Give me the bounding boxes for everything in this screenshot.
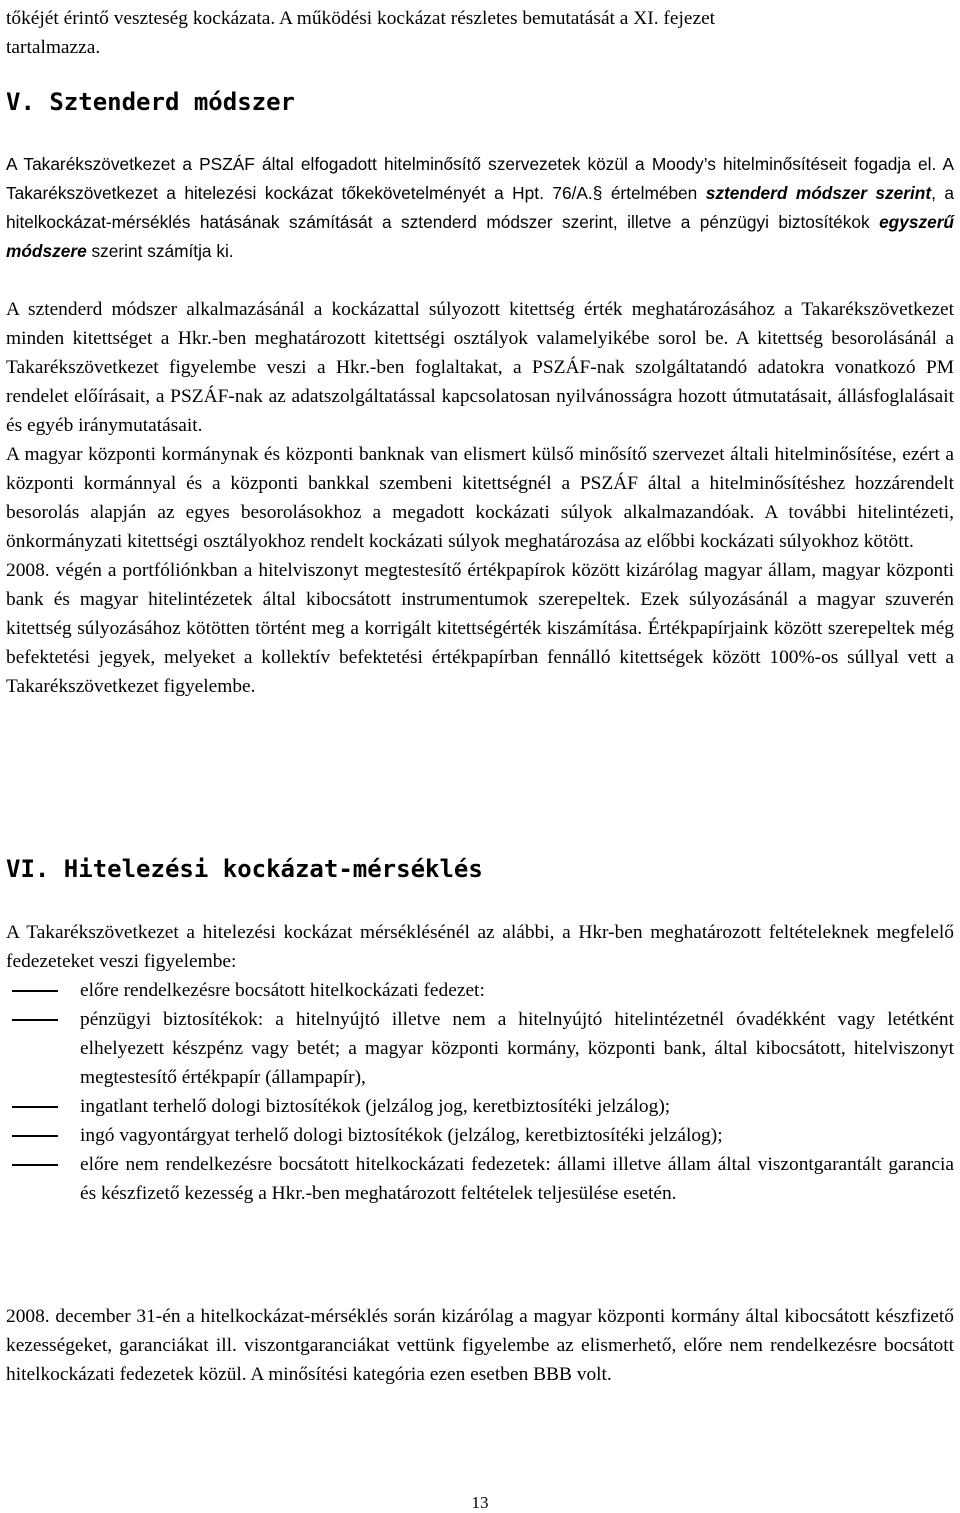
- page-number: 13: [471, 1493, 489, 1512]
- section-5-paragraph-3: A magyar központi kormánynak és központi banknak van elismert külső minősítő szervezet általi hitelminősítése, ezért a központi kormánnyal és a központi bankkal szembeni kitettségnél a PSZÁF által a hitelminősítéshez hozzárendelt besorolás alapján az egyes besorolásokhoz a megadott kockázati súlyok alkalmazandóak. A további hitelintézeti, önkormányzati kitettségi osztályokhoz rendelt kockázati súlyok meghatározása az előbbi kockázati súlyokhoz kötött.: [6, 444, 954, 552]
- section-5-paragraph-1: [6, 150, 954, 266]
- p1-text-d: szerint számítja ki.: [86, 241, 234, 261]
- p1-text-c: , a hitelkockázat-mérséklés hatásának számítását a sztenderd módszer szerint, illetve a pénzügyi biztosítékok: [6, 183, 955, 232]
- section-6-heading: VI. Hitelezési kockázat-mérséklés: [6, 855, 483, 883]
- dash-bullet-icon: [12, 1164, 58, 1166]
- p1-text-a: A Takarékszövetkezet a PSZÁF által elfogadott hitelminősítő szervezetek közül a Moody’s hitelminősítéseit fogadja el. A Takarékszövetkezet a hitelezési kockázat tőkekövetelményét a Hpt. 76/A.: [6, 154, 954, 203]
- section-6-closing-block: [6, 1302, 954, 1389]
- section-6-closing: 2008. december 31-én a hitelkockázat-mérséklés során kizárólag a magyar központi kormány által kibocsátott készfizető kezességeket, garanciákat ill. viszontgaranciákat vettünk figyelembe az elismerhető, előre nem rendelkezésre bocsátott hitelkockázati fedezetek közül. A minősítési kategória ezen esetben BBB volt.: [6, 1306, 954, 1385]
- section-6-intro: A Takarékszövetkezet a hitelezési kockázat mérséklésénél az alábbi, a Hkr-ben meghatározott feltételeknek megfelelő fedezeteket veszi figyelembe:: [6, 922, 954, 972]
- section-5-heading: V. Sztenderd módszer: [6, 88, 295, 116]
- list-item: pénzügyi biztosítékok: a hitelnyújtó illetve nem a hitelnyújtó hitelintézetnél óvadékként vagy letétként elhelyezett készpénz vagy betét; a magyar központi kormány, központi bank, által kibocsátott, hitelviszonyt megtestesítő értékpapír (állampapír),: [6, 1005, 954, 1092]
- list-item: ingó vagyontárgyat terhelő dologi biztosítékok (jelzálog, keretbiztosítéki jelzálog);: [6, 1121, 954, 1150]
- top-fragment: [6, 4, 954, 62]
- section-sign: §: [592, 183, 603, 203]
- p1-emphasis-simple-method: egyszerű módszere: [6, 212, 954, 261]
- section-5-body: [6, 295, 954, 701]
- list-item: ingatlant terhelő dologi biztosítékok (jelzálog jog, keretbiztosítéki jelzálog);: [6, 1092, 954, 1121]
- dash-bullet-icon: [12, 990, 58, 992]
- section-6-body: [6, 918, 954, 1208]
- list-item: előre rendelkezésre bocsátott hitelkockázati fedezet:: [6, 976, 954, 1005]
- coverage-list: [6, 976, 954, 1208]
- p1-text-b: értelmében: [602, 183, 706, 203]
- p1-emphasis-standard-method: sztenderd módszer szerint: [705, 183, 932, 203]
- section-5-paragraph-4: 2008. végén a portfóliónkban a hitelviszonyt megtestesítő értékpapírok között kizárólag magyar állam, magyar központi bank és magyar hitelintézetek által kibocsátott instrumentumok szerepeltek. Ezek súlyozásánál a magyar szuverén kitettség súlyozásához kötötten történt meg a korrigált kitettségérték kiszámítása. Értékpapírjaink között szerepeltek még befektetési jegyek, melyeket a kollektív befektetési értékpapírban fennálló kitettségek között 100%-os súllyal vett a Takarékszövetkezet figyelembe.: [6, 560, 954, 697]
- list-item: előre nem rendelkezésre bocsátott hitelkockázati fedezetek: állami illetve állam által viszontgarantált garancia és készfizető kezesség a Hkr.-ben meghatározott feltételek teljesülése esetén.: [6, 1150, 954, 1208]
- top-fragment-line1: tőkéjét érintő veszteség kockázata. A működési kockázat részletes bemutatását a XI. fejezet: [6, 8, 716, 29]
- dash-bullet-icon: [12, 1019, 58, 1021]
- dash-bullet-icon: [12, 1135, 58, 1137]
- top-fragment-line2: tartalmazza.: [6, 37, 101, 58]
- section-5-paragraph-2: A sztenderd módszer alkalmazásánál a kockázattal súlyozott kitettség érték meghatározásához a Takarékszövetkezet minden kitettséget a Hkr.-ben meghatározott kitettségi osztályok valamelyikébe sorol be. A kitettség besorolásánál a Takarékszövetkezet figyelembe veszi a Hkr.-ben foglaltakat, a PSZÁF-nak szolgáltatandó adatokra vonatkozó PM rendelet előírásait, a PSZÁF-nak az adatszolgáltatással kapcsolatosan nyilvánosságra hozott útmutatásait, állásfoglalásait és egyéb iránymutatásait.: [6, 299, 954, 436]
- dash-bullet-icon: [12, 1106, 58, 1108]
